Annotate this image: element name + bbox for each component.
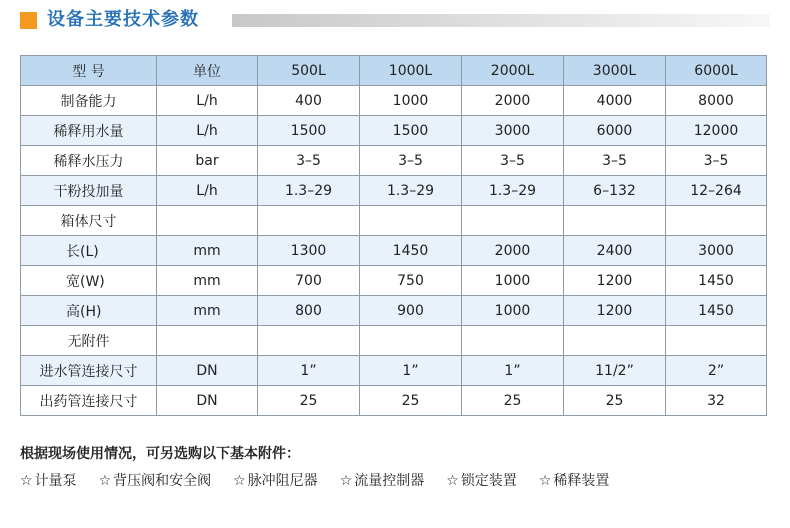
table-cell: 1500 xyxy=(360,116,462,146)
table-row xyxy=(21,206,767,236)
table-cell xyxy=(666,326,767,356)
table-cell: 1200 xyxy=(564,266,666,296)
table-cell: 1” xyxy=(360,356,462,386)
table-cell: 12–264 xyxy=(666,176,767,206)
table-cell: L/h xyxy=(157,86,258,116)
table-cell: 稀释用水量 xyxy=(21,116,157,146)
spec-table xyxy=(20,55,767,416)
table-header-cell: 500L xyxy=(258,56,360,86)
table-row xyxy=(21,116,767,146)
table-cell: 32 xyxy=(666,386,767,416)
star-icon: ☆ xyxy=(446,473,459,489)
table-cell: 6000 xyxy=(564,116,666,146)
table-cell: 1” xyxy=(462,356,564,386)
table-cell: 1450 xyxy=(666,296,767,326)
star-icon: ☆ xyxy=(233,473,246,489)
accessory-item xyxy=(99,473,212,489)
table-cell xyxy=(157,326,258,356)
table-cell: 4000 xyxy=(564,86,666,116)
table-cell: 进水管连接尺寸 xyxy=(21,356,157,386)
table-cell xyxy=(258,206,360,236)
accessory-label: 稀释装置 xyxy=(553,473,610,489)
table-row xyxy=(21,326,767,356)
table-cell: 3–5 xyxy=(360,146,462,176)
table-cell xyxy=(360,326,462,356)
orange-square-icon xyxy=(20,12,37,29)
table-cell: mm xyxy=(157,266,258,296)
table-cell: 3000 xyxy=(462,116,564,146)
table-cell: 2000 xyxy=(462,236,564,266)
table-cell: bar xyxy=(157,146,258,176)
table-cell: 1.3–29 xyxy=(360,176,462,206)
table-cell: 2” xyxy=(666,356,767,386)
table-row xyxy=(21,86,767,116)
table-cell: 25 xyxy=(360,386,462,416)
table-cell: DN xyxy=(157,386,258,416)
table-header-cell: 2000L xyxy=(462,56,564,86)
table-header-cell: 1000L xyxy=(360,56,462,86)
table-row xyxy=(21,266,767,296)
table-cell xyxy=(564,206,666,236)
table-cell: 2000 xyxy=(462,86,564,116)
accessory-item xyxy=(539,473,610,489)
accessory-note: 根据现场使用情况，可另选购以下基本附件： xyxy=(20,446,300,462)
table-cell: 25 xyxy=(258,386,360,416)
table-cell: 25 xyxy=(564,386,666,416)
table-row xyxy=(21,236,767,266)
table-cell: 12000 xyxy=(666,116,767,146)
section-title: 设备主要技术参数 xyxy=(47,9,199,30)
table-cell: 1500 xyxy=(258,116,360,146)
table-cell: 6–132 xyxy=(564,176,666,206)
table-cell: 3–5 xyxy=(258,146,360,176)
table-cell: 8000 xyxy=(666,86,767,116)
accessory-item xyxy=(233,473,318,489)
table-cell xyxy=(666,206,767,236)
table-cell: 25 xyxy=(462,386,564,416)
table-header-cell: 3000L xyxy=(564,56,666,86)
table-cell: 出药管连接尺寸 xyxy=(21,386,157,416)
accessory-item xyxy=(446,473,517,489)
table-cell xyxy=(157,206,258,236)
table-row xyxy=(21,296,767,326)
table-cell: 1450 xyxy=(666,266,767,296)
table-cell xyxy=(258,326,360,356)
table-cell: L/h xyxy=(157,116,258,146)
table-cell: 750 xyxy=(360,266,462,296)
table-cell: 制备能力 xyxy=(21,86,157,116)
accessory-label: 计量泵 xyxy=(34,473,77,489)
table-cell: 3–5 xyxy=(564,146,666,176)
accessory-label: 背压阀和安全阀 xyxy=(113,473,212,489)
accessory-item xyxy=(20,473,77,489)
star-icon: ☆ xyxy=(538,473,552,489)
table-cell: 3–5 xyxy=(666,146,767,176)
table-cell: 400 xyxy=(258,86,360,116)
table-header-cell: 单位 xyxy=(157,56,258,86)
table-cell: 长(L) xyxy=(21,236,157,266)
table-cell: 3000 xyxy=(666,236,767,266)
table-header-cell: 6000L xyxy=(666,56,767,86)
star-icon: ☆ xyxy=(339,473,353,489)
table-cell: 1300 xyxy=(258,236,360,266)
star-icon: ☆ xyxy=(98,473,112,489)
accessory-label: 锁定装置 xyxy=(460,473,517,489)
table-cell: mm xyxy=(157,296,258,326)
table-cell: 1200 xyxy=(564,296,666,326)
header-divider-bar xyxy=(232,14,770,27)
table-cell: 2400 xyxy=(564,236,666,266)
table-cell: 900 xyxy=(360,296,462,326)
table-row xyxy=(21,386,767,416)
star-icon: ☆ xyxy=(20,473,33,489)
table-row xyxy=(21,176,767,206)
table-cell: 1000 xyxy=(462,266,564,296)
table-cell xyxy=(462,326,564,356)
table-cell: 无附件 xyxy=(21,326,157,356)
section-header xyxy=(20,9,770,31)
table-cell: 宽(W) xyxy=(21,266,157,296)
table-cell: DN xyxy=(157,356,258,386)
table-cell: 干粉投加量 xyxy=(21,176,157,206)
table-cell: 1” xyxy=(258,356,360,386)
accessory-item xyxy=(340,473,425,489)
table-row xyxy=(21,356,767,386)
table-cell: 11/2” xyxy=(564,356,666,386)
table-header-row xyxy=(21,56,767,86)
table-row xyxy=(21,146,767,176)
table-cell xyxy=(564,326,666,356)
table-cell xyxy=(360,206,462,236)
table-cell: mm xyxy=(157,236,258,266)
table-cell: 800 xyxy=(258,296,360,326)
accessory-label: 流量控制器 xyxy=(354,473,425,489)
table-cell: 3–5 xyxy=(462,146,564,176)
table-cell: 1000 xyxy=(360,86,462,116)
table-cell: 1.3–29 xyxy=(462,176,564,206)
table-cell: 箱体尺寸 xyxy=(21,206,157,236)
table-cell: 稀释水压力 xyxy=(21,146,157,176)
table-header-cell: 型 号 xyxy=(21,56,157,86)
accessory-list xyxy=(20,470,631,490)
table-cell xyxy=(462,206,564,236)
table-cell: 700 xyxy=(258,266,360,296)
table-cell: 高(H) xyxy=(21,296,157,326)
table-cell: 1450 xyxy=(360,236,462,266)
table-cell: 1000 xyxy=(462,296,564,326)
table-cell: 1.3–29 xyxy=(258,176,360,206)
accessory-label: 脉冲阻尼器 xyxy=(247,473,318,489)
table-cell: L/h xyxy=(157,176,258,206)
